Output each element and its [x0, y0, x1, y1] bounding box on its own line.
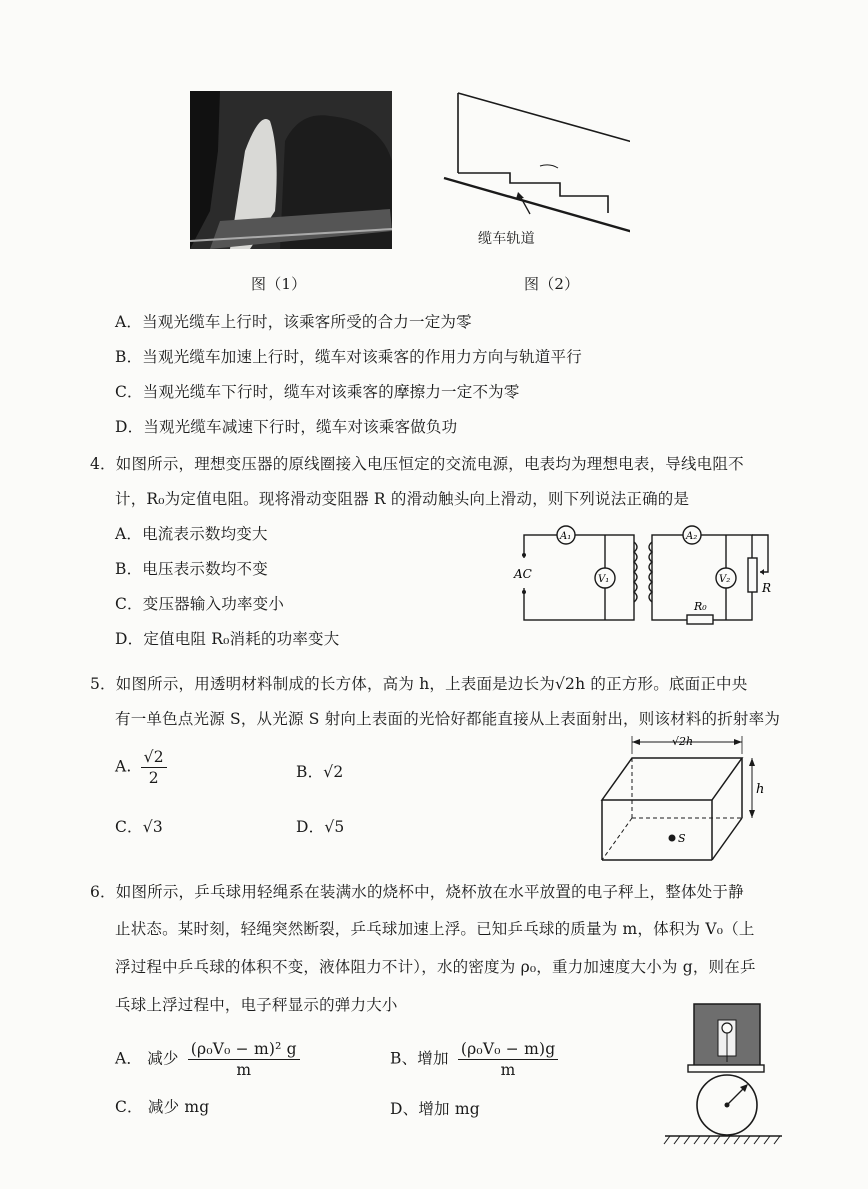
- ammeter-a1-label: A₁: [560, 531, 572, 542]
- beaker-scale-diagram: [660, 1000, 785, 1152]
- q6-option-a-label: A． 减少: [115, 1049, 179, 1068]
- voltmeter-v2-label: V₂: [719, 574, 731, 585]
- q6-option-b-denominator: m: [500, 1061, 516, 1079]
- q3-option-a[interactable]: A．当观光缆车上行时，该乘客所受的合力一定为零: [115, 313, 472, 331]
- q6-option-a-denominator: m: [236, 1061, 252, 1079]
- q6-stem-line1: 6．如图所示，乒乓球用轻绳系在装满水的烧杯中，烧杯放在水平放置的电子秤上，整体处于静: [90, 883, 744, 901]
- q5-option-a[interactable]: [115, 748, 171, 787]
- ammeter-a2-label: A₂: [686, 531, 698, 542]
- q3-option-c[interactable]: C．当观光缆车下行时，缆车对该乘客的摩擦力一定不为零: [115, 383, 520, 401]
- box-height-label: h: [756, 782, 765, 797]
- q5-option-d[interactable]: D．√5: [296, 818, 345, 836]
- q5-stem-line2: 有一单色点光源 S，从光源 S 射向上表面的光恰好都能直接从上表面射出，则该材料的折射率为: [115, 710, 781, 728]
- q6-option-b-fraction: [458, 1040, 559, 1079]
- rheostat-r-label: R: [762, 581, 772, 595]
- box-width-label: √2h: [672, 735, 694, 748]
- q5-option-b[interactable]: B．√2: [296, 763, 344, 781]
- q6-option-a-numerator: (ρ₀V₀ − m)² g: [188, 1040, 300, 1060]
- voltmeter-v1-label: V₁: [598, 574, 610, 585]
- q4-stem-line1: 4．如图所示，理想变压器的原线圈接入电压恒定的交流电源，电表均为理想电表，导线电阻不: [90, 455, 744, 473]
- q6-option-a[interactable]: [115, 1040, 304, 1079]
- q6-stem-line2: 止状态。某时刻，轻绳突然断裂，乒乓球加速上浮。已知乒乓球的质量为 m，体积为 V₀（上: [115, 920, 755, 938]
- q4-option-a[interactable]: A．电流表示数均变大: [115, 525, 268, 543]
- q6-stem-line4: 乓球上浮过程中，电子秤显示的弹力大小: [115, 996, 398, 1014]
- q5-option-a-numerator: √2: [141, 748, 167, 768]
- figure-2-caption: 图（2）: [524, 275, 580, 293]
- q6-option-b[interactable]: [390, 1040, 562, 1079]
- q6-option-a-fraction: [188, 1040, 300, 1079]
- q5-option-a-fraction: [141, 748, 167, 787]
- cuboid-diagram: [592, 730, 770, 870]
- transformer-circuit: [512, 520, 782, 630]
- q5-option-a-denominator: 2: [148, 769, 159, 787]
- q6-option-b-label: B、增加: [390, 1049, 449, 1068]
- q6-option-b-numerator: (ρ₀V₀ − m)g: [458, 1040, 559, 1060]
- q5-option-a-label: A.: [115, 757, 132, 776]
- q3-option-b[interactable]: B．当观光缆车加速上行时，缆车对该乘客的作用力方向与轨道平行: [115, 348, 582, 366]
- figure-2-diagram: [440, 88, 630, 238]
- figure-1-photo: [190, 91, 392, 249]
- q5-stem-line1: 5．如图所示，用透明材料制成的长方体，高为 h，上表面是边长为√2h 的正方形。底面正中央: [90, 675, 748, 693]
- q4-option-d[interactable]: D．定值电阻 R₀消耗的功率变大: [115, 630, 340, 648]
- track-label: 缆车轨道: [478, 231, 535, 247]
- q4-stem-line2: 计，R₀为定值电阻。现将滑动变阻器 R 的滑动触头向上滑动，则下列说法正确的是: [115, 490, 690, 508]
- figure-1-caption: 图（1）: [251, 275, 307, 293]
- resistor-r0-label: R₀: [694, 600, 707, 613]
- q6-stem-line3: 浮过程中乒乓球的体积不变，液体阻力不计），水的密度为 ρ₀，重力加速度大小为 g，则在乒: [115, 958, 756, 976]
- q5-option-c[interactable]: C．√3: [115, 818, 163, 836]
- q3-option-d[interactable]: D．当观光缆车减速下行时，缆车对该乘客做负功: [115, 418, 458, 436]
- ac-source-label: AC: [514, 567, 532, 581]
- q6-option-c[interactable]: C． 减少 mg: [115, 1098, 210, 1116]
- q6-option-d[interactable]: D、增加 mg: [390, 1100, 480, 1118]
- q4-option-b[interactable]: B．电压表示数均不变: [115, 560, 268, 578]
- light-source-label: S: [678, 832, 686, 845]
- q4-option-c[interactable]: C．变压器输入功率变小: [115, 595, 285, 613]
